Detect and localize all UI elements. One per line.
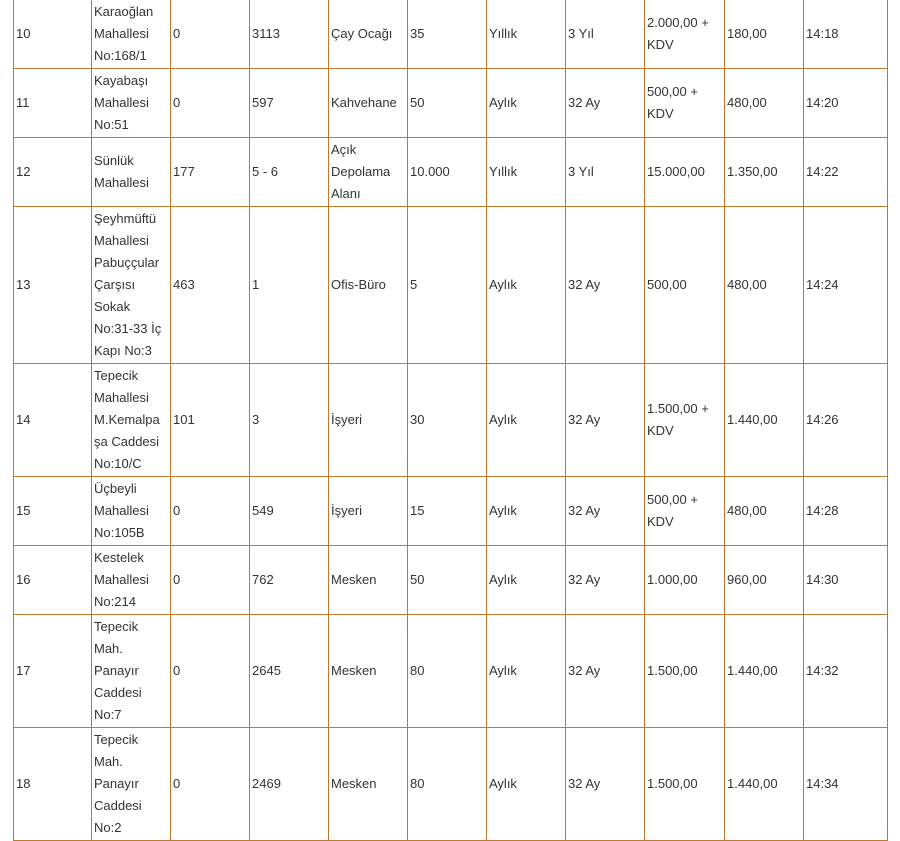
cell-address-line: Tepecik — [94, 732, 139, 747]
cell-ada: 0 — [171, 477, 250, 546]
table-row — [14, 0, 888, 69]
cell-address-line: Şeyhmüftü — [94, 211, 157, 226]
cell-address-line: Mah. — [94, 754, 123, 769]
cell-alan: 35 — [408, 0, 487, 69]
cell-address-line: No:51 — [94, 117, 129, 132]
cell-address-line: Caddesi — [94, 685, 142, 700]
cell-address-line: Tepecik — [94, 619, 139, 634]
cell-bedel — [645, 138, 725, 207]
cell-address-line: No:214 — [94, 594, 136, 609]
cell-periyot: Aylık — [487, 615, 566, 728]
cell-bedel — [645, 546, 725, 615]
cell-ada: 463 — [171, 207, 250, 364]
cell-teminat: 960,00 — [725, 546, 804, 615]
table-row — [14, 69, 888, 138]
cell-alan: 10.000 — [408, 138, 487, 207]
cell-nitelik-line: İşyeri — [331, 503, 363, 518]
cell-no: 15 — [14, 477, 92, 546]
cell-no: 17 — [14, 615, 92, 728]
cell-ada: 0 — [171, 69, 250, 138]
cell-bedel-line: 1.500,00 — [647, 663, 698, 678]
cell-bedel-line: KDV — [647, 37, 674, 52]
cell-ada: 0 — [171, 615, 250, 728]
cell-parsel: 597 — [250, 69, 329, 138]
cell-address-line: No:105B — [94, 525, 145, 540]
table-row — [14, 546, 888, 615]
cell-bedel — [645, 364, 725, 477]
cell-no: 16 — [14, 546, 92, 615]
cell-address-line: No:7 — [94, 707, 122, 722]
cell-nitelik — [329, 69, 408, 138]
cell-address-line: Mahallesi — [94, 26, 149, 41]
cell-saat: 14:24 — [804, 207, 888, 364]
cell-alan: 80 — [408, 615, 487, 728]
cell-teminat: 1.440,00 — [725, 615, 804, 728]
cell-bedel — [645, 0, 725, 69]
cell-address — [92, 69, 171, 138]
cell-address-line: Mahallesi — [94, 95, 149, 110]
cell-ada: 177 — [171, 138, 250, 207]
cell-no: 10 — [14, 0, 92, 69]
cell-sure: 32 Ay — [566, 364, 645, 477]
cell-address-line: Mahallesi — [94, 233, 149, 248]
table-row — [14, 728, 888, 841]
cell-address-line: Panayır — [94, 776, 139, 791]
cell-address — [92, 546, 171, 615]
cell-nitelik-line: Mesken — [331, 663, 377, 678]
cell-saat: 14:26 — [804, 364, 888, 477]
cell-parsel: 2645 — [250, 615, 329, 728]
cell-saat: 14:34 — [804, 728, 888, 841]
cell-nitelik-line: Kahvehane — [331, 95, 397, 110]
cell-address — [92, 615, 171, 728]
cell-bedel-line: 1.500,00 + — [647, 401, 709, 416]
cell-address — [92, 477, 171, 546]
cell-bedel — [645, 477, 725, 546]
cell-nitelik — [329, 477, 408, 546]
cell-parsel: 2469 — [250, 728, 329, 841]
cell-nitelik — [329, 138, 408, 207]
cell-bedel-line: KDV — [647, 514, 674, 529]
cell-saat: 14:28 — [804, 477, 888, 546]
cell-nitelik — [329, 728, 408, 841]
tender-table-container — [13, 0, 887, 841]
table-row — [14, 615, 888, 728]
cell-address-line: Çarşısı — [94, 277, 136, 292]
cell-bedel — [645, 69, 725, 138]
cell-nitelik — [329, 546, 408, 615]
table-row — [14, 207, 888, 364]
cell-address-line: Mahallesi — [94, 503, 149, 518]
cell-parsel: 549 — [250, 477, 329, 546]
cell-periyot: Aylık — [487, 69, 566, 138]
cell-saat: 14:18 — [804, 0, 888, 69]
cell-nitelik — [329, 207, 408, 364]
cell-bedel-line: 1.000,00 — [647, 572, 698, 587]
cell-saat: 14:20 — [804, 69, 888, 138]
cell-sure: 32 Ay — [566, 546, 645, 615]
cell-alan: 50 — [408, 69, 487, 138]
cell-address-line: Mahallesi — [94, 572, 149, 587]
cell-no: 14 — [14, 364, 92, 477]
cell-address-line: Sokak — [94, 299, 131, 314]
cell-bedel-line: KDV — [647, 106, 674, 121]
cell-alan: 50 — [408, 546, 487, 615]
cell-sure: 32 Ay — [566, 728, 645, 841]
cell-alan: 30 — [408, 364, 487, 477]
cell-teminat: 480,00 — [725, 477, 804, 546]
cell-nitelik-line: Mesken — [331, 776, 377, 791]
cell-address-line: Mahallesi — [94, 390, 149, 405]
cell-bedel-line: 500,00 + — [647, 492, 698, 507]
cell-address-line: No:2 — [94, 820, 122, 835]
cell-nitelik-line: Alanı — [331, 186, 361, 201]
cell-periyot: Yıllık — [487, 0, 566, 69]
cell-bedel — [645, 615, 725, 728]
table-row — [14, 364, 888, 477]
cell-nitelik — [329, 615, 408, 728]
cell-parsel: 3 — [250, 364, 329, 477]
cell-parsel: 1 — [250, 207, 329, 364]
cell-sure: 3 Yıl — [566, 0, 645, 69]
cell-nitelik-line: Depolama — [331, 164, 391, 179]
cell-bedel — [645, 207, 725, 364]
cell-no: 13 — [14, 207, 92, 364]
cell-address-line: Kapı No:3 — [94, 343, 152, 358]
cell-bedel-line: 500,00 — [647, 277, 687, 292]
cell-teminat: 480,00 — [725, 69, 804, 138]
cell-address-line: Mah. — [94, 641, 123, 656]
cell-no: 18 — [14, 728, 92, 841]
cell-bedel — [645, 728, 725, 841]
cell-address — [92, 0, 171, 69]
cell-sure: 32 Ay — [566, 69, 645, 138]
cell-alan: 80 — [408, 728, 487, 841]
cell-teminat: 480,00 — [725, 207, 804, 364]
cell-address-line: Üçbeyli — [94, 481, 137, 496]
cell-periyot: Aylık — [487, 477, 566, 546]
tender-table — [13, 0, 888, 841]
cell-bedel-line: 1.500,00 — [647, 776, 698, 791]
cell-ada: 0 — [171, 0, 250, 69]
table-body — [14, 0, 888, 841]
cell-teminat: 180,00 — [725, 0, 804, 69]
cell-nitelik — [329, 0, 408, 69]
cell-ada: 0 — [171, 728, 250, 841]
cell-parsel: 5 - 6 — [250, 138, 329, 207]
cell-nitelik-line: Mesken — [331, 572, 377, 587]
cell-saat: 14:32 — [804, 615, 888, 728]
cell-sure: 32 Ay — [566, 477, 645, 546]
cell-address-line: Caddesi — [94, 798, 142, 813]
cell-bedel-line: 2.000,00 + — [647, 15, 709, 30]
cell-teminat: 1.440,00 — [725, 364, 804, 477]
cell-no: 11 — [14, 69, 92, 138]
cell-parsel: 762 — [250, 546, 329, 615]
cell-ada: 0 — [171, 546, 250, 615]
cell-bedel-line: 500,00 + — [647, 84, 698, 99]
cell-address-line: Pabuççular — [94, 255, 160, 270]
cell-sure: 32 Ay — [566, 207, 645, 364]
cell-address-line: Kestelek — [94, 550, 144, 565]
cell-address — [92, 364, 171, 477]
cell-periyot: Aylık — [487, 207, 566, 364]
cell-address-line: No:10/C — [94, 456, 142, 471]
cell-nitelik-line: Açık — [331, 142, 357, 157]
cell-address-line: Tepecik — [94, 368, 139, 383]
table-row — [14, 477, 888, 546]
cell-address-line: No:31-33 İç — [94, 321, 162, 336]
cell-no: 12 — [14, 138, 92, 207]
cell-periyot: Aylık — [487, 728, 566, 841]
cell-address-line: M.Kemalpa — [94, 412, 160, 427]
cell-address — [92, 138, 171, 207]
cell-nitelik-line: Çay Ocağı — [331, 26, 393, 41]
cell-bedel-line: 15.000,00 — [647, 164, 705, 179]
cell-teminat: 1.350,00 — [725, 138, 804, 207]
cell-address-line: Karaoğlan — [94, 4, 154, 19]
cell-nitelik-line: Ofis-Büro — [331, 277, 386, 292]
cell-periyot: Aylık — [487, 546, 566, 615]
cell-alan: 15 — [408, 477, 487, 546]
cell-nitelik — [329, 364, 408, 477]
cell-address — [92, 207, 171, 364]
cell-periyot: Yıllık — [487, 138, 566, 207]
cell-address-line: Panayır — [94, 663, 139, 678]
cell-parsel: 3113 — [250, 0, 329, 69]
cell-address-line: No:168/1 — [94, 48, 147, 63]
cell-saat: 14:22 — [804, 138, 888, 207]
cell-sure: 32 Ay — [566, 615, 645, 728]
cell-address-line: Kayabaşı — [94, 73, 149, 88]
cell-teminat: 1.440,00 — [725, 728, 804, 841]
table-row — [14, 138, 888, 207]
cell-address — [92, 728, 171, 841]
cell-address-line: Mahallesi — [94, 175, 149, 190]
cell-address-line: şa Caddesi — [94, 434, 160, 449]
cell-alan: 5 — [408, 207, 487, 364]
cell-ada: 101 — [171, 364, 250, 477]
cell-nitelik-line: İşyeri — [331, 412, 363, 427]
cell-saat: 14:30 — [804, 546, 888, 615]
cell-sure: 3 Yıl — [566, 138, 645, 207]
cell-periyot: Aylık — [487, 364, 566, 477]
cell-bedel-line: KDV — [647, 423, 674, 438]
cell-address-line: Sünlük — [94, 153, 134, 168]
